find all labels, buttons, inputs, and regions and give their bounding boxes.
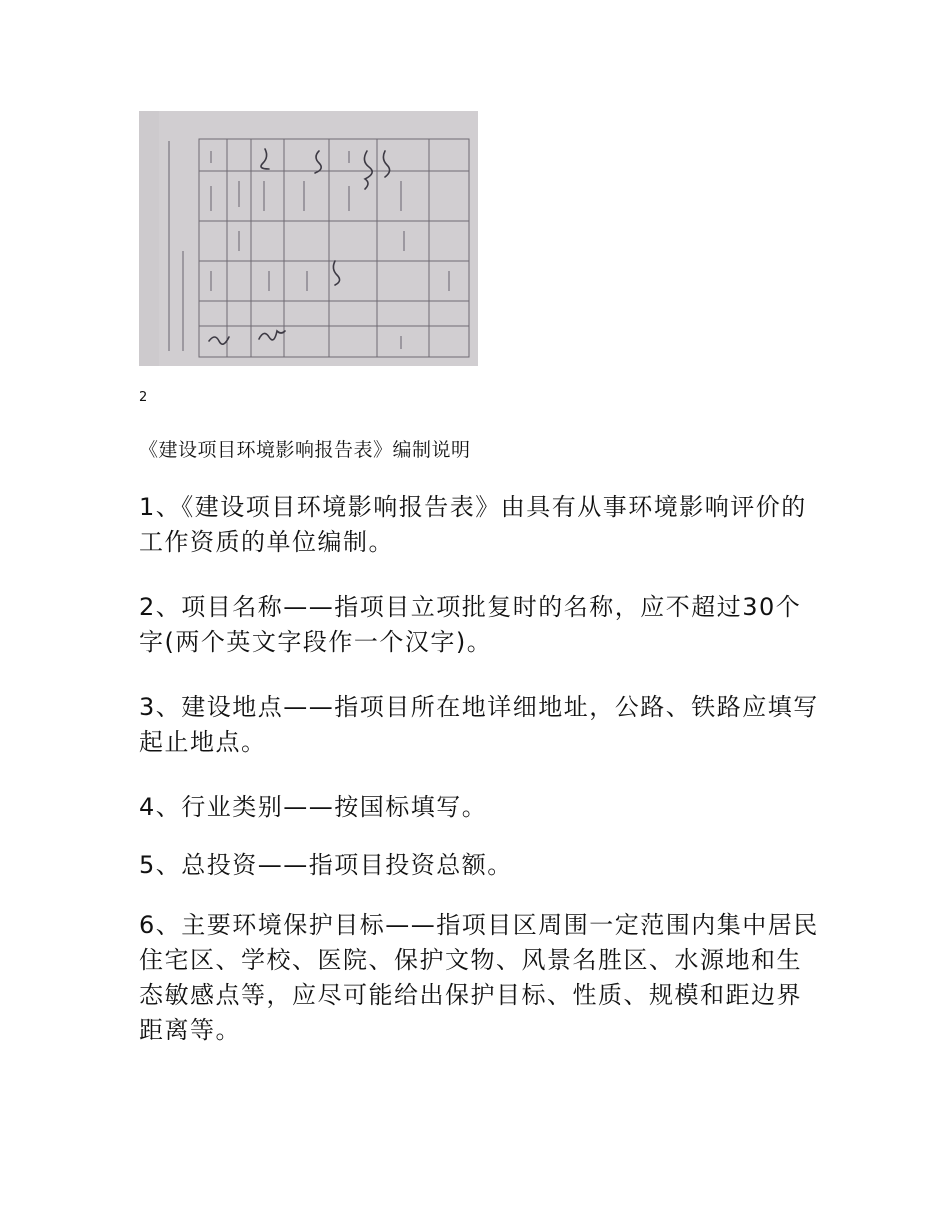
- rotated-signature-table-image: [139, 111, 478, 366]
- instruction-item-6: 6、主要环境保护目标——指项目区周围一定范围内集中居民住宅区、学校、医院、保护文物、风景名胜区、水源地和生态敏感点等，应尽可能给出保护目标、性质、规模和距边界距离等。: [139, 911, 819, 1044]
- instruction-item-3: 3、建设地点——指项目所在地详细地址，公路、铁路应填写起止地点。: [139, 693, 819, 756]
- section-title: 《建设项目环境影响报告表》编制说明: [139, 439, 471, 461]
- scanned-staff-table-photo: [139, 111, 478, 366]
- instruction-item-4: 4、行业类别——按国标填写。: [139, 793, 488, 821]
- instruction-item-1: 1、《建设项目环境影响报告表》由具有从事环境影响评价的工作资质的单位编制。: [139, 493, 807, 556]
- instruction-item-5: 5、总投资——指项目投资总额。: [139, 851, 513, 879]
- instruction-item-2: 2、项目名称——指项目立项批复时的名称，应不超过30个字(两个英文字段作一个汉字)。: [139, 593, 802, 656]
- page-number: 2: [139, 390, 148, 405]
